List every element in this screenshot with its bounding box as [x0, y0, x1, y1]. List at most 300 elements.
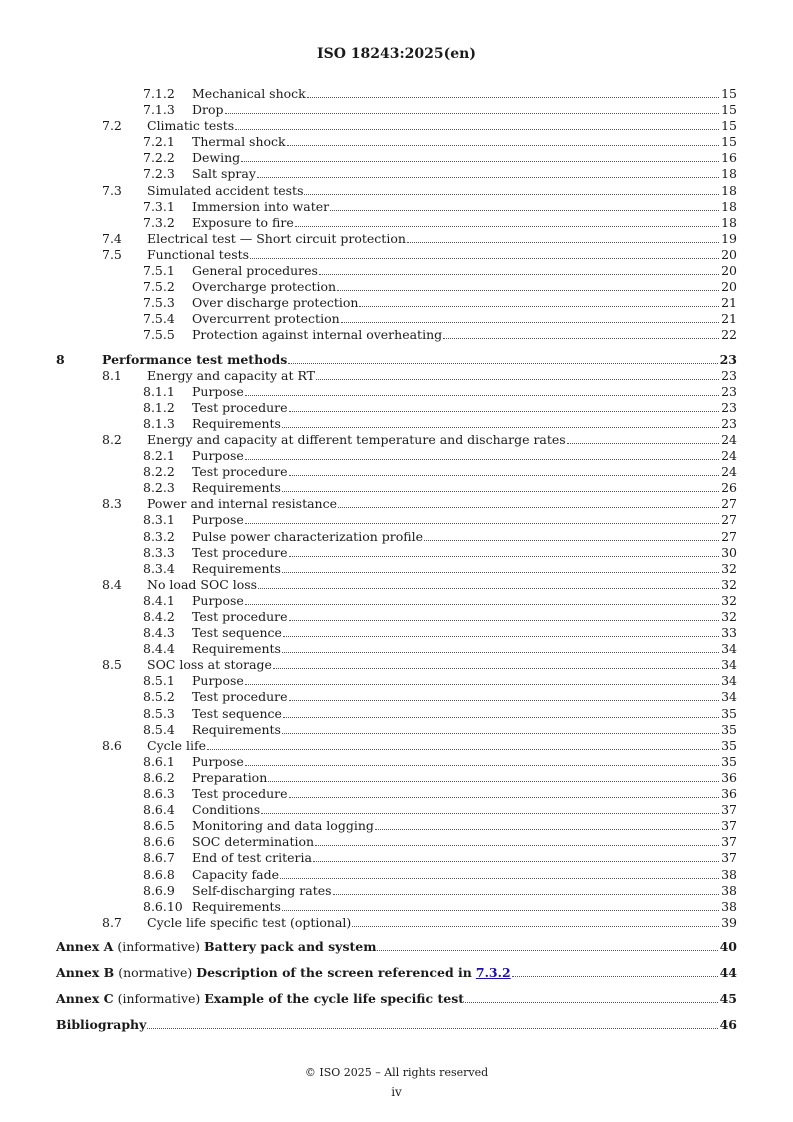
toc-entry-title: Test procedure — [192, 786, 288, 802]
leader-dots — [443, 338, 719, 339]
leader-dots — [304, 194, 719, 195]
toc-entry[interactable] — [56, 384, 737, 400]
toc-entry-title: Electrical test — Short circuit protection — [147, 230, 406, 246]
toc-entry[interactable] — [56, 247, 737, 263]
leader-dots — [245, 395, 719, 396]
toc-entry[interactable] — [56, 448, 737, 464]
leader-dots — [282, 652, 719, 653]
leader-dots — [268, 781, 719, 782]
toc-entry-title: Requirements — [192, 898, 281, 914]
leader-dots — [316, 379, 719, 380]
toc-entry-page: 38 — [721, 866, 737, 882]
toc-entry-title: SOC loss at storage — [147, 657, 272, 673]
toc-entry-number: 8.2.1 — [143, 448, 175, 464]
toc-entry-line — [192, 529, 737, 545]
toc-entry-line — [192, 593, 737, 609]
toc-entry-line — [192, 609, 737, 625]
toc-entry-page: 35 — [721, 753, 737, 769]
toc-entry[interactable] — [56, 850, 737, 866]
toc-entry-page: 37 — [721, 802, 737, 818]
toc-entry-page: 34 — [721, 657, 737, 673]
toc-entry[interactable] — [56, 118, 737, 134]
toc-entry-title: Purpose — [192, 448, 244, 464]
toc-entry-title: Pulse power characterization profile — [192, 528, 423, 544]
toc-entry-line — [192, 416, 737, 432]
leader-dots — [207, 749, 719, 750]
toc-entry-title: Test procedure — [192, 399, 288, 415]
toc-entry-number: 8 — [56, 351, 65, 367]
leader-dots — [288, 363, 717, 364]
toc-entry-page: 24 — [721, 431, 737, 447]
toc-entry-page: 34 — [721, 641, 737, 657]
toc-entry-number: 8.5.3 — [143, 705, 175, 721]
toc-entry-title: Exposure to fire — [192, 214, 294, 230]
leader-dots — [333, 894, 720, 895]
toc-entry[interactable] — [56, 722, 737, 738]
toc-entry-line — [192, 899, 737, 915]
toc-entry-page: 23 — [721, 367, 737, 383]
toc-entry[interactable] — [56, 231, 737, 247]
leader-dots — [257, 177, 719, 178]
toc-entry-title: Capacity fade — [192, 866, 280, 882]
toc-entry-title: Monitoring and data logging — [192, 818, 374, 834]
toc-entry-number: 8.2.3 — [143, 480, 175, 496]
leader-dots — [377, 950, 717, 951]
toc-entry-line — [192, 754, 737, 770]
toc-annex-title — [56, 939, 376, 955]
toc-entry-title: Test sequence — [192, 625, 282, 641]
toc-entry-title: Thermal shock — [192, 134, 286, 150]
toc-entry-number: 8.6.3 — [143, 786, 175, 802]
toc-entry-title: Cycle life specific test (optional) — [147, 914, 352, 930]
toc-entry-line — [147, 496, 737, 512]
bibliography-title — [56, 1017, 146, 1033]
toc-entry[interactable] — [56, 432, 737, 448]
toc-entry-number: 8.5.1 — [143, 673, 175, 689]
toc-entry[interactable] — [56, 215, 737, 231]
toc-entry[interactable] — [56, 279, 737, 295]
toc-entry-line — [147, 432, 737, 448]
toc-entry-page: 23 — [719, 351, 737, 367]
leader-dots — [245, 765, 719, 766]
toc-entry-line — [147, 368, 737, 384]
annex-kind: (normative) — [118, 964, 193, 980]
toc-entry[interactable] — [56, 641, 737, 657]
toc-entry-number: 7.1.2 — [143, 86, 175, 101]
toc-entry-number: 8.5.2 — [143, 689, 175, 705]
toc-entry-line — [56, 965, 737, 981]
leader-dots — [352, 926, 719, 927]
toc-entry[interactable] — [56, 150, 737, 166]
toc-entry-page: 18 — [721, 166, 737, 182]
toc-entry-page: 32 — [721, 592, 737, 608]
toc-entry[interactable] — [56, 818, 737, 834]
toc-entry-line — [192, 867, 737, 883]
toc-entry-title: Requirements — [192, 415, 281, 431]
toc-entry-page: 21 — [721, 295, 737, 311]
toc-entry-number: 7.4 — [102, 230, 122, 246]
toc-entry-number: 7.5 — [102, 246, 122, 262]
toc-entry-title: Test procedure — [192, 544, 288, 560]
toc-annex-entry[interactable] — [56, 965, 737, 983]
leader-dots — [245, 604, 719, 605]
toc-entry-line — [192, 86, 737, 102]
toc-entry-line — [192, 215, 737, 231]
toc-entry-number: 8.3.2 — [143, 528, 175, 544]
toc-entry[interactable] — [56, 512, 737, 528]
toc-entry-page: 15 — [721, 102, 737, 118]
toc-entry-number: 8.3.4 — [143, 560, 175, 576]
toc-entry-title: Power and internal resistance — [147, 496, 337, 512]
toc-entry-page: 32 — [721, 576, 737, 592]
leader-dots — [282, 910, 719, 911]
toc-entry-page: 23 — [721, 383, 737, 399]
toc-entry-line — [192, 673, 737, 689]
toc-entry[interactable] — [56, 561, 737, 577]
toc-entry[interactable] — [56, 689, 737, 705]
toc-entry-title: Simulated accident tests — [147, 182, 304, 198]
copyright-footer: © ISO 2025 – All rights reserved — [304, 1066, 489, 1079]
toc-entry[interactable] — [56, 545, 737, 561]
toc-entry-line — [192, 295, 737, 311]
toc-entry-title: Purpose — [192, 512, 244, 528]
toc-entry-page: 44 — [719, 964, 737, 980]
toc-entry-page: 18 — [721, 214, 737, 230]
toc-entry-page: 18 — [721, 182, 737, 198]
toc-entry-line — [147, 577, 737, 593]
toc-entry-page: 37 — [721, 834, 737, 850]
toc-entry[interactable] — [56, 609, 737, 625]
toc-entry-number: 8.3 — [102, 496, 122, 512]
toc-entry-number: 8.6.8 — [143, 866, 175, 882]
toc-entry-line — [192, 561, 737, 577]
toc-entry[interactable] — [56, 802, 737, 818]
toc-entry-line — [192, 545, 737, 561]
toc-entry-page: 27 — [721, 528, 737, 544]
toc-entry-page: 15 — [721, 118, 737, 134]
toc-entry-number: 8.1.1 — [143, 383, 175, 399]
toc-entry-line — [192, 786, 737, 802]
toc-entry-line — [192, 883, 737, 899]
toc-entry-number: 7.5.2 — [143, 279, 175, 295]
toc-entry-line — [192, 818, 737, 834]
annex-label: Annex B — [56, 964, 115, 980]
toc-entry-number: 7.3.2 — [143, 214, 175, 230]
leader-dots — [289, 700, 720, 701]
toc-entry-number: 8.6.6 — [143, 834, 175, 850]
toc-entry-title: Conditions — [192, 802, 261, 818]
toc-entry-title: Purpose — [192, 383, 244, 399]
toc-entry-line — [147, 183, 737, 199]
toc-entry-line — [147, 231, 737, 247]
annex-label: Annex A — [56, 938, 114, 954]
toc-entry[interactable] — [56, 899, 737, 915]
toc-entry-page: 36 — [721, 786, 737, 802]
leader-dots — [295, 226, 719, 227]
toc-entry-title: Purpose — [192, 673, 244, 689]
toc-entry[interactable] — [56, 834, 737, 850]
toc-entry-page: 32 — [721, 560, 737, 576]
toc-entry[interactable] — [56, 706, 737, 722]
toc-entry-number: 7.2.1 — [143, 134, 175, 150]
toc-entry-number: 8.5 — [102, 657, 122, 673]
toc-entry-number: 8.6.10 — [143, 898, 183, 914]
toc-entry[interactable] — [56, 263, 737, 279]
leader-dots — [282, 427, 719, 428]
annex-reference-link[interactable]: 7.3.2 — [475, 964, 511, 980]
toc-entry-page: 20 — [721, 279, 737, 295]
toc-entry-title: End of test criteria — [192, 850, 312, 866]
toc-entry-line — [192, 327, 737, 343]
toc-entry-line — [192, 448, 737, 464]
toc-entry-line — [147, 657, 737, 673]
toc-entry-page: 23 — [721, 415, 737, 431]
toc-entry-title: Energy and capacity at different temperature and discharge rates — [147, 431, 566, 447]
toc-entry[interactable] — [56, 400, 737, 416]
leader-dots — [289, 411, 720, 412]
toc-entry[interactable] — [56, 134, 737, 150]
toc-entry-line — [192, 512, 737, 528]
leader-dots — [147, 1028, 717, 1029]
toc-entry-line — [102, 352, 737, 368]
toc-entry-title: Dewing — [192, 150, 241, 166]
bibliography-label: Bibliography — [56, 1016, 147, 1032]
toc-entry-line — [56, 1017, 737, 1033]
toc-entry-title: Requirements — [192, 480, 281, 496]
leader-dots — [225, 113, 720, 114]
page-number: iv — [391, 1085, 402, 1099]
leader-dots — [289, 475, 720, 476]
toc-annex-entry[interactable] — [56, 939, 737, 957]
toc-entry-line — [192, 150, 737, 166]
toc-entry-line — [192, 722, 737, 738]
toc-entry[interactable] — [56, 657, 737, 673]
toc-entry[interactable] — [56, 183, 737, 199]
leader-dots — [319, 274, 719, 275]
toc-entry[interactable] — [56, 883, 737, 899]
toc-entry-number: 7.1.3 — [143, 102, 175, 118]
toc-entry-page: 35 — [721, 737, 737, 753]
toc-entry-number: 7.2 — [102, 118, 122, 134]
toc-entry-page: 24 — [721, 448, 737, 464]
toc-bibliography-entry[interactable] — [56, 1017, 737, 1035]
leader-dots — [283, 717, 719, 718]
toc-entry-page: 34 — [721, 689, 737, 705]
toc-entry-number: 8.3.1 — [143, 512, 175, 528]
toc-entry[interactable] — [56, 673, 737, 689]
leader-dots — [241, 161, 719, 162]
toc-entry-number: 7.5.1 — [143, 263, 175, 279]
leader-dots — [307, 97, 719, 98]
toc-entry-line — [56, 991, 737, 1007]
toc-entry-number: 7.2.3 — [143, 166, 175, 182]
toc-entry[interactable] — [56, 295, 737, 311]
toc-entry-number: 8.4.3 — [143, 625, 175, 641]
toc-entry-line — [192, 166, 737, 182]
toc-entry[interactable] — [56, 754, 737, 770]
toc-entry-line — [192, 770, 737, 786]
leader-dots — [359, 306, 719, 307]
toc-entry[interactable] — [56, 529, 737, 545]
toc-entry-number: 7.3 — [102, 182, 122, 198]
toc-entry-line — [192, 706, 737, 722]
toc-entry[interactable] — [56, 102, 737, 118]
toc-entry-number: 8.4.1 — [143, 592, 175, 608]
toc-entry-title: Purpose — [192, 753, 244, 769]
leader-dots — [245, 523, 719, 524]
leader-dots — [289, 797, 720, 798]
toc-entry-page: 20 — [721, 246, 737, 262]
toc-entry-number: 7.5.5 — [143, 327, 175, 343]
toc-entry[interactable] — [56, 416, 737, 432]
toc-entry-line — [147, 247, 737, 263]
toc-entry-line — [147, 915, 737, 931]
table-of-contents — [56, 86, 737, 1035]
toc-entry-page: 19 — [721, 230, 737, 246]
toc-entry-title: General procedures — [192, 263, 318, 279]
toc-entry-title: Protection against internal overheating — [192, 327, 443, 343]
toc-entry[interactable] — [56, 738, 737, 754]
toc-entry[interactable] — [56, 327, 737, 343]
toc-entry-page: 40 — [719, 938, 737, 954]
toc-entry-title: SOC determination — [192, 834, 315, 850]
toc-entry[interactable] — [56, 496, 737, 512]
toc-entry-page: 38 — [721, 898, 737, 914]
toc-entry[interactable] — [56, 593, 737, 609]
toc-entry-title: Purpose — [192, 592, 244, 608]
toc-entry-title: Drop — [192, 102, 224, 118]
leader-dots — [341, 322, 719, 323]
toc-entry-page: 35 — [721, 721, 737, 737]
toc-entry-number: 7.5.3 — [143, 295, 175, 311]
toc-entry-title: Performance test methods — [102, 351, 288, 367]
leader-dots — [330, 210, 719, 211]
toc-entry-line — [192, 834, 737, 850]
toc-entry-title: Overcharge protection — [192, 279, 337, 295]
toc-entry-number: 8.3.3 — [143, 544, 175, 560]
toc-entry-line — [192, 134, 737, 150]
leader-dots — [375, 829, 719, 830]
toc-entry-line — [192, 625, 737, 641]
toc-entry[interactable] — [56, 577, 737, 593]
toc-entry[interactable] — [56, 786, 737, 802]
toc-entry-title: Test procedure — [192, 464, 288, 480]
leader-dots — [282, 572, 719, 573]
toc-entry-title: Mechanical shock — [192, 86, 306, 101]
toc-entry-page: 46 — [719, 1016, 737, 1032]
toc-entry[interactable] — [56, 480, 737, 496]
toc-entry-number: 8.6.2 — [143, 769, 175, 785]
toc-entry-page: 30 — [721, 544, 737, 560]
leader-dots — [289, 556, 720, 557]
toc-entry[interactable] — [56, 915, 737, 931]
toc-entry-title: Self-discharging rates — [192, 882, 332, 898]
toc-entry-page: 21 — [721, 311, 737, 327]
toc-annex-entry[interactable] — [56, 991, 737, 1009]
toc-entry[interactable] — [56, 352, 737, 368]
toc-entry-line — [192, 102, 737, 118]
toc-entry-page: 34 — [721, 673, 737, 689]
annex-label: Annex C — [56, 990, 114, 1006]
toc-entry-line — [192, 400, 737, 416]
toc-entry-line — [192, 464, 737, 480]
toc-entry-title: Preparation — [192, 769, 268, 785]
leader-dots — [465, 1002, 718, 1003]
toc-entry-title: Salt spray — [192, 166, 256, 182]
toc-entry-line — [192, 802, 737, 818]
toc-entry-page: 27 — [721, 512, 737, 528]
toc-entry[interactable] — [56, 166, 737, 182]
toc-entry-line — [192, 279, 737, 295]
annex-title: Example of the cycle life specific test — [204, 990, 465, 1006]
document-header: ISO 18243:2025(en) — [317, 46, 476, 62]
toc-entry[interactable] — [56, 464, 737, 480]
toc-annex-title — [56, 991, 464, 1007]
toc-entry-number: 8.2 — [102, 431, 122, 447]
toc-entry-line — [192, 263, 737, 279]
toc-entry-number: 8.6.1 — [143, 753, 175, 769]
toc-entry-title: Requirements — [192, 721, 281, 737]
toc-entry-line — [192, 641, 737, 657]
annex-kind: (informative) — [117, 938, 201, 954]
toc-annex-title — [56, 965, 511, 981]
toc-entry-page: 45 — [719, 990, 737, 1006]
toc-entry[interactable] — [56, 311, 737, 327]
leader-dots — [258, 588, 719, 589]
toc-entry-line — [192, 199, 737, 215]
toc-entry-page: 39 — [721, 914, 737, 930]
toc-entry-number: 8.2.2 — [143, 464, 175, 480]
toc-entry-page: 18 — [721, 198, 737, 214]
toc-entry-number: 8.6.7 — [143, 850, 175, 866]
leader-dots — [338, 507, 719, 508]
toc-entry-title: Overcurrent protection — [192, 311, 340, 327]
toc-entry-number: 8.6.9 — [143, 882, 175, 898]
toc-entry-line — [56, 939, 737, 955]
toc-entry[interactable] — [56, 867, 737, 883]
toc-entry[interactable] — [56, 86, 737, 102]
toc-entry-title: Cycle life — [147, 737, 207, 753]
toc-entry[interactable] — [56, 199, 737, 215]
leader-dots — [287, 145, 719, 146]
toc-entry[interactable] — [56, 770, 737, 786]
toc-entry-line — [192, 311, 737, 327]
toc-entry-number: 8.4.2 — [143, 609, 175, 624]
toc-entry-title: Requirements — [192, 560, 281, 576]
toc-entry[interactable] — [56, 625, 737, 641]
toc-entry[interactable] — [56, 368, 737, 384]
toc-entry-page: 20 — [721, 263, 737, 279]
toc-entry-title: Requirements — [192, 641, 281, 657]
toc-entry-page: 27 — [721, 496, 737, 512]
leader-dots — [315, 845, 719, 846]
leader-dots — [273, 668, 719, 669]
leader-dots — [407, 242, 719, 243]
toc-entry-number: 8.7 — [102, 914, 122, 930]
leader-dots — [313, 861, 719, 862]
toc-entry-number: 8.4 — [102, 576, 122, 592]
leader-dots — [424, 540, 719, 541]
toc-entry-page: 22 — [721, 327, 737, 343]
toc-entry-number: 8.4.4 — [143, 641, 175, 657]
toc-entry-title: Immersion into water — [192, 198, 330, 214]
toc-entry-number: 8.6.4 — [143, 802, 175, 818]
toc-entry-page: 37 — [721, 818, 737, 834]
toc-entry-title: Test procedure — [192, 689, 288, 705]
toc-entry-number: 8.1.2 — [143, 399, 175, 415]
leader-dots — [250, 258, 719, 259]
toc-entry-page: 24 — [721, 464, 737, 480]
